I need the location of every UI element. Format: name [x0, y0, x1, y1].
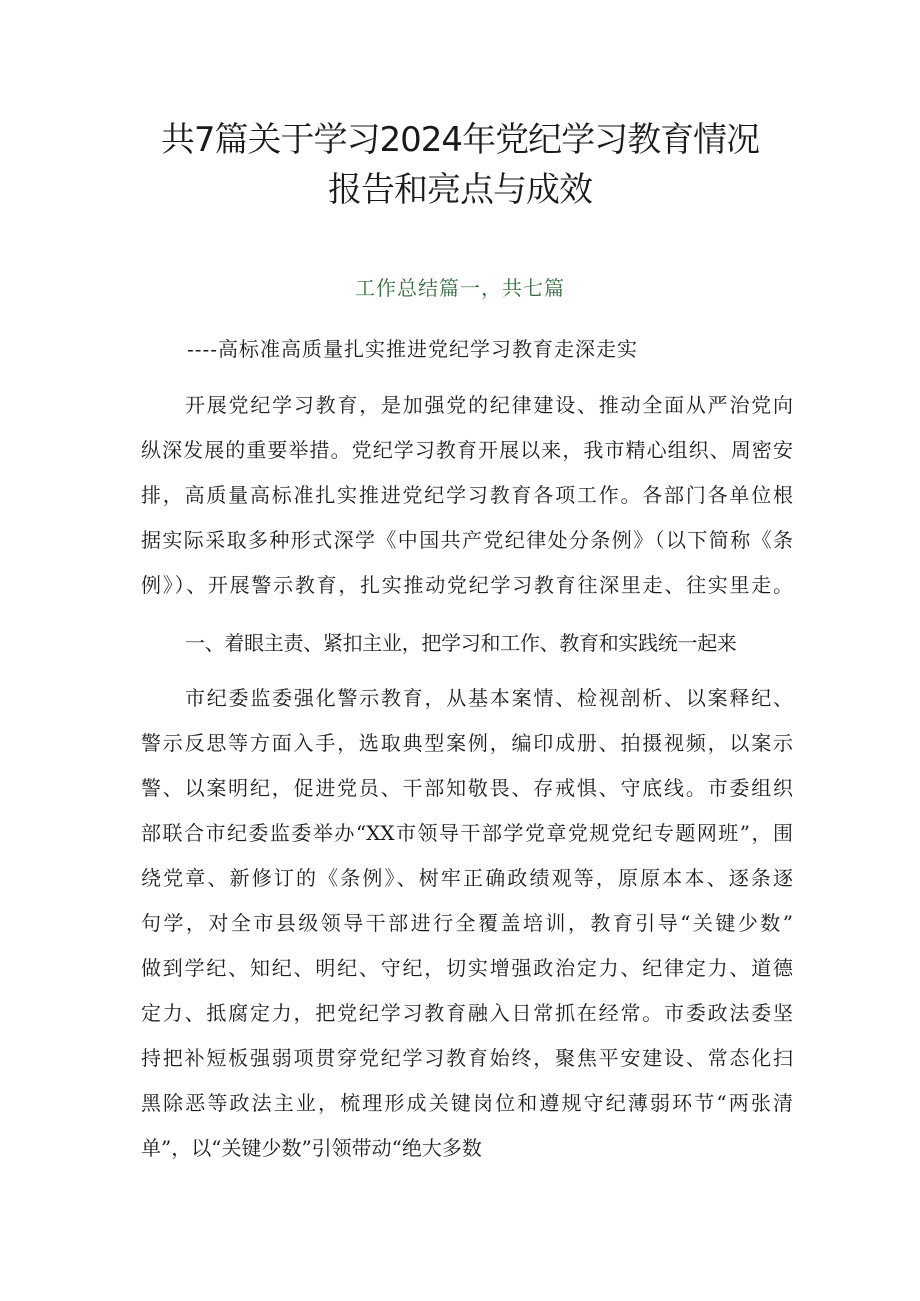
document-title-line-1: 共7篇关于学习2024年党纪学习教育情况	[160, 120, 760, 160]
paragraph-line: 据实际采取多种形式深学《中国共产党纪律处分条例》（以下简称《条	[141, 528, 793, 552]
paragraph-line: 黑除恶等政法主业，梳理形成关键岗位和遵规守纪薄弱环节“两张清	[141, 1091, 793, 1115]
document-title-line-2: 报告和亮点与成效	[328, 170, 592, 210]
paragraph-line: 市纪委监委强化警示教育，从基本案情、检视剖析、以案释纪、	[185, 686, 793, 710]
section-heading-1: 一、着眼主责、紧扣主业，把学习和工作、教育和实践统一起来	[185, 631, 737, 655]
paragraph-line: 持把补短板强弱项贯穿党纪学习教育始终，聚焦平安建设、常态化扫	[141, 1046, 793, 1070]
paragraph-intro	[141, 383, 793, 608]
paragraph-line: 部联合市纪委监委举办“XX市领导干部学党章党规党纪专题网班”，围	[141, 821, 793, 845]
paragraph-line: 定力、抵腐定力，把党纪学习教育融入日常抓在经常。市委政法委坚	[141, 1001, 793, 1025]
paragraph-line: 警示反思等方面入手，选取典型案例，编印成册、拍摄视频，以案示	[141, 731, 793, 755]
paragraph-line: 绕党章、新修订的《条例》、树牢正确政绩观等，原原本本、逐条逐	[141, 866, 793, 890]
paragraph-section-1	[141, 676, 793, 1171]
document-tagline: ----高标准高质量扎实推进党纪学习教育走深走实	[187, 337, 639, 361]
paragraph-line: 排，高质量高标准扎实推进党纪学习教育各项工作。各部门各单位根	[141, 483, 793, 507]
paragraph-line: 警、以案明纪，促进党员、干部知敬畏、存戒惧、守底线。市委组织	[141, 776, 793, 800]
paragraph-line: 做到学纪、知纪、明纪、守纪，切实增强政治定力、纪律定力、道德	[141, 956, 793, 980]
paragraph-line: 单”，以“关键少数”引领带动“绝大多数	[141, 1136, 482, 1160]
paragraph-line: 句学，对全市县级领导干部进行全覆盖培训，教育引导“关键少数”	[141, 911, 793, 935]
paragraph-line: 纵深发展的重要举措。党纪学习教育开展以来，我市精心组织、周密安	[141, 438, 793, 462]
paragraph-line: 例》）、开展警示教育，扎实推动党纪学习教育往深里走、往实里走。	[141, 573, 793, 597]
paragraph-line: 开展党纪学习教育，是加强党的纪律建设、推动全面从严治党向	[185, 393, 793, 417]
document-subtitle: 工作总结篇一，共七篇	[355, 276, 565, 300]
